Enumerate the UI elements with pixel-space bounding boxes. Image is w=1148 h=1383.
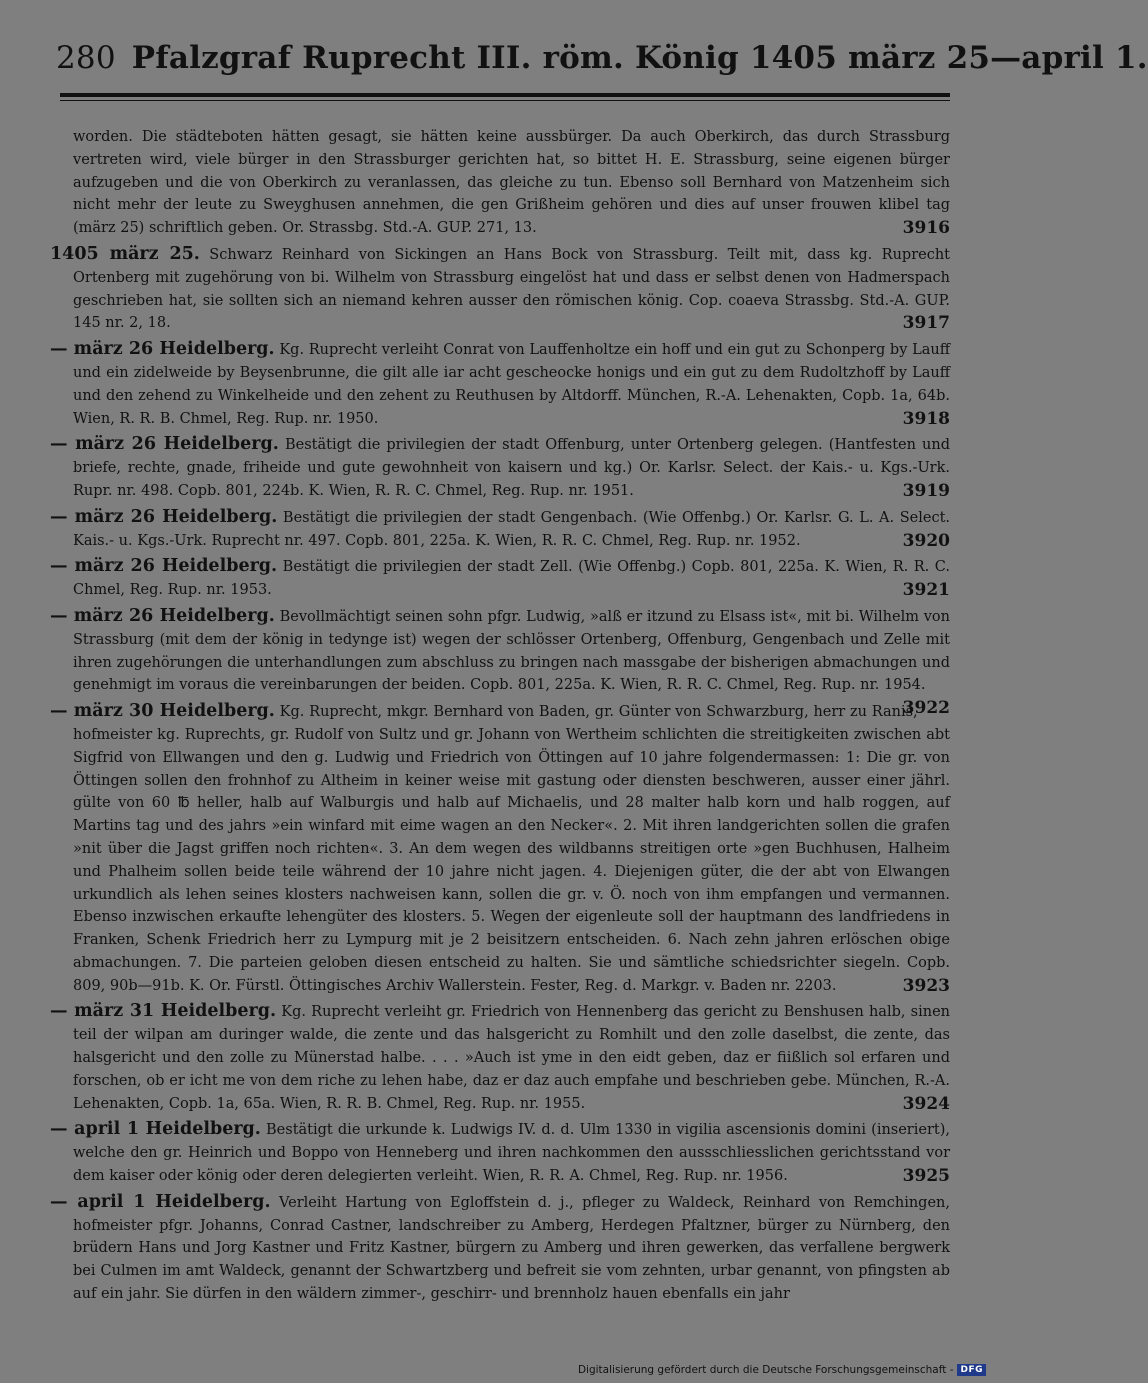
regest-entry: [50, 506, 950, 553]
entry-number: 3924: [902, 1093, 950, 1114]
entry-text: worden. Die städteboten hätten gesagt, sie hätten keine aussbürger. Da auch Oberkirch, das durch Strassburg vertreten wird, viele bürger in den Strassburger gerichten hat, so bittet H. E. Strassburg, seine eigenen bürger aufzugeben und die von Oberkirch zu veranlassen, das gleiche zu tun. Ebenso soll Bernhard von Matzenheim sich nicht mehr der leute zu Sweyghusen annehmen, die gen Grißheim gehören und dies auf unser frouwen klibel tag (märz 25) schriftlich geben. Or. Strassbg. Std.-A. GUP. 271, 13.: [73, 129, 950, 237]
entry-number: 3918: [902, 408, 950, 429]
entry-text: Bestätigt die urkunde k. Ludwigs IV. d. d. Ulm 1330 in vigilia ascensionis domini (inseriert), welche den gr. Heinrich und Boppo von Henneberg und ihren nachkommen den aussschliesslichen gerichtsstand vor dem kaiser oder könig oder deren delegierten verleiht. Wien, R. R. A. Chmel, Reg. Rup. nr. 1956.: [73, 1122, 950, 1185]
entry-date: — märz 26 Heidelberg.: [50, 434, 279, 455]
entry-text: Verleiht Hartung von Egloffstein d. j., pfleger zu Waldeck, Reinhard von Remchingen, hofmeister pfgr. Johanns, Conrad Castner, landschreiber zu Amberg, Herdegen Pfaltzner, bürger zu Nürnberg, den brüdern Hans und Jorg Kastner und Fritz Kastner, bürgern zu Amberg und ihren gewerken, das verfallene bergwerk bei Culmen im amt Waldeck, genannt der Schwartzberg und befreit sie vom zehnten, urbar genannt, von pfingsten ab auf ein jahr. Sie dürfen in den wäldern zimmer-, geschirr- und brennholz hauen ebenfalls ein jahr: [73, 1194, 950, 1303]
entry-text: Bevollmächtigt seinen sohn pfgr. Ludwig, »alß er itzund zu Elsass ist«, mit bi. Wilhelm von Strassburg (mit dem der könig in tedynge ist) wegen der schlösser Ortenberg, Offenburg, Gengenbach und Zelle mit ihren zugehörungen die unterhandlungen zum abschluss zu bringen nach massgabe der bisherigen abmachungen und genehmigt im voraus die vereinbarungen der beiden. Copb. 801, 225a. K. Wien, R. R. C. Chmel, Reg. Rup. nr. 1954.: [73, 608, 950, 694]
entry-text: Schwarz Reinhard von Sickingen an Hans Bock von Strassburg. Teilt mit, dass kg. Ruprecht Ortenberg mit zugehörung von bi. Wilhelm von Strassburg eingelöst hat und dass er selbst denen von Hadmerspach geschrieben hat, sie sollten sich an niemand kehren ausser den römischen könig. Cop. coaeva Strassbg. Std.-A. GUP. 145 nr. 2, 18.: [73, 246, 951, 332]
entry-number: 3921: [902, 580, 950, 601]
entry-date: — märz 31 Heidelberg.: [50, 1001, 277, 1022]
page-number: 280: [56, 40, 116, 76]
entry-text: Kg. Ruprecht verleiht gr. Friedrich von Hennenberg das gericht zu Benshusen halb, sinen teil der wilpan am duringer walde, die zente und das halsgericht zu Romhilt und den zolle daselbst, die zente, das halsgericht und den zolle zu Münerstad halbe. . . . »Auch ist yme in den eidt geben, daz er fiißlich sol erfaren und forschen, ob er icht me von dem riche zu lehen habe, daz er daz auch empfahe und beschrieben gebe. München, R.-A. Lehenakten, Copb. 1a, 65a. Wien, R. R. B. Chmel, Reg. Rup. nr. 1955.: [73, 1004, 950, 1112]
entry-number: 3920: [902, 530, 950, 551]
entry-date: — märz 26 Heidelberg.: [50, 605, 275, 626]
entry-number: 3923: [902, 975, 950, 996]
page-title: Pfalzgraf Ruprecht III. röm. König 1405 märz 25—april 1.: [131, 40, 1148, 76]
regest-entry: [50, 1118, 950, 1187]
entry-text: Bestätigt die privilegien der stadt Gengenbach. (Wie Offenbg.) Or. Karlsr. G. L. A. Select. Kais.- u. Kgs.-Urk. Ruprecht nr. 497. Copb. 801, 225a. K. Wien, R. R. C. Chmel, Reg. Rup. nr. 1952.: [73, 509, 950, 549]
regest-entry: [50, 433, 950, 502]
entry-date: — märz 26 Heidelberg.: [50, 506, 278, 527]
entry-text: Kg. Ruprecht verleiht Conrat von Lauffenholtze ein hoff und ein gut zu Schonperg by Lauff und ein zidelweide by Beysenbrunne, die gilt alle iar acht gescheocke honigs und ein gut zu dem Rudoltzhoff by Lauff und den zehend zu Winkelheide und den zehent zu Reuthusen by Altdorff. München, R.-A. Lehenakten, Copb. 1a, 64b. Wien, R. R. B. Chmel, Reg. Rup. nr. 1950.: [73, 342, 950, 427]
regest-entry: [50, 555, 950, 602]
header-rule-thick: [60, 93, 950, 97]
regest-entry: [50, 1000, 950, 1115]
entry-date: — märz 30 Heidelberg.: [50, 701, 275, 722]
entry-date: — märz 26 Heidelberg.: [50, 556, 278, 577]
regest-entry: [50, 700, 950, 997]
regest-entry: [50, 243, 950, 335]
entry-number: 3922: [902, 698, 950, 719]
dfg-logo-icon: DFG: [957, 1364, 986, 1376]
entry-number: 3916: [902, 218, 950, 239]
page-header: [56, 40, 1148, 80]
regest-entry: [50, 126, 950, 240]
regest-entry: [50, 1191, 950, 1306]
entry-text: Kg. Ruprecht, mkgr. Bernhard von Baden, gr. Günter von Schwarzburg, herr zu Ranis, hofmeister kg. Ruprechts, gr. Rudolf von Sultz und gr. Johann von Wertheim schlichten die streitigkeiten zwischen abt Sigfrid von Ellwangen und den g. Ludwig und Friedrich von Öttingen auf 10 jahre folgendermassen: 1: Die gr. von Öttingen sollen den frohnhof zu Altheim in keiner weise mit gastung oder diensten beschweren, ausser einer jährl. gülte von 60 ℔ heller, halb auf Walburgis und halb auf Michaelis, und 28 malter halb korn und halb roggen, auf Martins tag und des jahrs »ein winfard mit eime wagen an den Necker«. 2. Mit ihren landgerichten sollen die grafen »nit über die Jagst griffen noch richten«. 3. An dem wegen des wildbanns streitigen orte »gen Buchhusen, Halheim und Phalheim sollen beide teile während der 10 jahre nicht jagen. 4. Diejenigen güter, die der abt von Elwangen urkundlich als lehen seines klosters nachweisen kann, sollen die gr. v. Ö. noch von ihm empfangen und vermannen. Ebenso inzwischen erkaufte lehengüter des klosters. 5. Wegen der eigenleute soll der hauptmann des landfriedens in Franken, Schenk Friedrich herr zu Lympurg mit je 2 beisitzern entscheiden. 6. Nach zehn jahren erlöschen obige abmachungen. 7. Die parteien geloben diesen entscheid zu halten. Sie und sämtliche schiedsrichter siegeln. Copb. 809, 90b—91b. K. Or. Fürstl. Öttingisches Archiv Wallerstein. Fester, Reg. d. Markgr. v. Baden nr. 2203.: [73, 704, 950, 994]
footer-credit: Digitalisierung gefördert durch die Deutsche Forschungsgemeinschaft -: [577, 1364, 954, 1376]
entry-text: Bestätigt die privilegien der stadt Zell. (Wie Offenbg.) Copb. 801, 225a. K. Wien, R. R. C. Chmel, Reg. Rup. nr. 1953.: [73, 559, 950, 599]
footer: [578, 1364, 986, 1376]
entry-number: 3925: [902, 1166, 950, 1187]
entry-number: 3917: [902, 313, 950, 334]
entry-text: Bestätigt die privilegien der stadt Offenburg, unter Ortenberg gelegen. (Hantfesten und briefe, rechte, gnade, friheide und gute gewohnheit von kaisern und kg.) Or. Karlsr. Select. der Kais.- u. Kgs.-Urk. Rupr. nr. 498. Copb. 801, 224b. K. Wien, R. R. C. Chmel, Reg. Rup. nr. 1951.: [73, 437, 951, 499]
regest-list: [50, 126, 950, 1309]
entry-date: — april 1 Heidelberg.: [50, 1119, 261, 1140]
entry-number: 3919: [902, 480, 950, 501]
entry-date: 1405 märz 25.: [50, 243, 200, 264]
entry-date: — april 1 Heidelberg.: [50, 1191, 271, 1212]
entry-date: — märz 26 Heidelberg.: [50, 339, 275, 360]
regest-entry: [50, 338, 950, 430]
header-rule-thin: [60, 100, 950, 101]
